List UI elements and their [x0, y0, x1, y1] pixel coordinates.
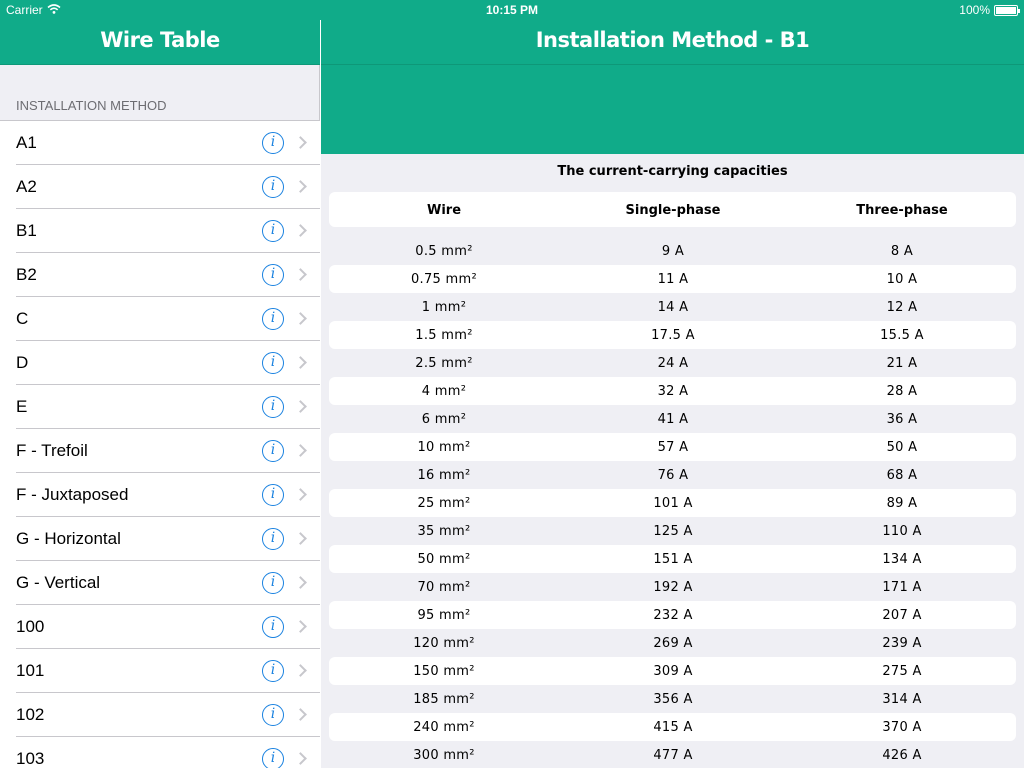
table-row	[329, 377, 1016, 405]
status-right	[959, 3, 1018, 17]
chevron-right-icon	[294, 708, 307, 721]
master-pane	[0, 0, 320, 768]
single-phase-cell: 232 A	[653, 608, 693, 623]
single-phase-cell: 269 A	[653, 636, 693, 651]
three-phase-cell: 207 A	[882, 608, 922, 623]
table-row	[329, 657, 1016, 685]
installation-method-list	[0, 120, 320, 768]
info-circle-icon[interactable]: i	[262, 748, 284, 768]
info-circle-icon[interactable]: i	[262, 572, 284, 594]
detail-title: Installation Method - B1	[535, 28, 810, 52]
three-phase-cell: 171 A	[882, 580, 922, 595]
chevron-right-icon	[294, 664, 307, 677]
single-phase-cell: 24 A	[657, 356, 689, 371]
info-circle-icon[interactable]: i	[262, 704, 284, 726]
section-header: INSTALLATION METHOD	[16, 98, 167, 113]
table-row	[329, 265, 1016, 293]
list-item-label: 102	[16, 705, 45, 724]
three-phase-cell: 370 A	[882, 720, 922, 735]
table-title: The current-carrying capacities	[557, 164, 788, 179]
wire-size-cell: 0.75 mm²	[410, 272, 478, 287]
list-item[interactable]	[0, 473, 320, 517]
three-phase-cell: 12 A	[886, 300, 918, 315]
table-row	[329, 741, 1016, 768]
wire-size-cell: 185 mm²	[413, 692, 475, 707]
list-item[interactable]	[0, 121, 320, 165]
single-phase-cell: 151 A	[653, 552, 693, 567]
info-circle-icon[interactable]: i	[262, 308, 284, 330]
battery-percent: 100%	[959, 3, 990, 17]
list-item[interactable]	[0, 517, 320, 561]
info-circle-icon[interactable]: i	[262, 616, 284, 638]
list-item-label: C	[16, 309, 29, 328]
status-time: 10:15 PM	[485, 3, 539, 17]
chevron-right-icon	[294, 312, 307, 325]
info-circle-icon[interactable]: i	[262, 528, 284, 550]
chevron-right-icon	[294, 532, 307, 545]
status-bar	[0, 0, 1024, 20]
info-circle-icon[interactable]: i	[262, 396, 284, 418]
capacity-table-body	[329, 237, 1016, 768]
column-header-single-phase: Single-phase	[625, 203, 721, 218]
wire-size-cell: 240 mm²	[413, 720, 475, 735]
three-phase-cell: 275 A	[882, 664, 922, 679]
single-phase-cell: 309 A	[653, 664, 693, 679]
three-phase-cell: 10 A	[886, 272, 918, 287]
info-circle-icon[interactable]: i	[262, 660, 284, 682]
single-phase-cell: 76 A	[657, 468, 689, 483]
info-circle-icon[interactable]: i	[262, 352, 284, 374]
table-row	[329, 517, 1016, 545]
table-row	[329, 629, 1016, 657]
single-phase-cell: 57 A	[657, 440, 689, 455]
wire-size-cell: 120 mm²	[413, 636, 475, 651]
list-item[interactable]	[0, 737, 320, 768]
three-phase-cell: 314 A	[882, 692, 922, 707]
three-phase-cell: 110 A	[882, 524, 922, 539]
list-item-label: E	[16, 397, 28, 416]
battery-icon	[994, 5, 1018, 16]
three-phase-cell: 134 A	[882, 552, 922, 567]
info-circle-icon[interactable]: i	[262, 132, 284, 154]
chevron-right-icon	[294, 752, 307, 765]
single-phase-cell: 14 A	[657, 300, 689, 315]
table-row	[329, 601, 1016, 629]
list-item-label: A1	[16, 133, 37, 152]
table-row	[329, 685, 1016, 713]
wire-size-cell: 10 mm²	[417, 440, 471, 455]
list-item-label: D	[16, 353, 29, 372]
info-circle-icon[interactable]: i	[262, 484, 284, 506]
wire-size-cell: 2.5 mm²	[415, 356, 473, 371]
table-row	[329, 573, 1016, 601]
wire-size-cell: 70 mm²	[417, 580, 471, 595]
chevron-right-icon	[294, 268, 307, 281]
wire-size-cell: 4 mm²	[421, 384, 467, 399]
info-circle-icon[interactable]: i	[262, 264, 284, 286]
single-phase-cell: 192 A	[653, 580, 693, 595]
info-circle-icon[interactable]: i	[262, 220, 284, 242]
list-item[interactable]	[0, 429, 320, 473]
chevron-right-icon	[294, 488, 307, 501]
three-phase-cell: 426 A	[882, 748, 922, 763]
list-item-label: F - Juxtaposed	[16, 485, 129, 504]
wire-size-cell: 1 mm²	[421, 300, 467, 315]
three-phase-cell: 68 A	[886, 468, 918, 483]
table-row	[329, 349, 1016, 377]
single-phase-cell: 477 A	[653, 748, 693, 763]
column-header-wire: Wire	[426, 203, 462, 218]
three-phase-cell: 8 A	[890, 244, 914, 259]
list-item[interactable]	[0, 649, 320, 693]
list-item[interactable]	[0, 385, 320, 429]
chevron-right-icon	[294, 620, 307, 633]
detail-nav-bar	[321, 20, 1024, 65]
list-item[interactable]	[0, 209, 320, 253]
single-phase-cell: 41 A	[657, 412, 689, 427]
single-phase-cell: 17.5 A	[651, 328, 695, 343]
three-phase-cell: 15.5 A	[880, 328, 924, 343]
three-phase-cell: 36 A	[886, 412, 918, 427]
list-item[interactable]	[0, 165, 320, 209]
wire-size-cell: 300 mm²	[413, 748, 475, 763]
single-phase-cell: 11 A	[657, 272, 689, 287]
single-phase-cell: 101 A	[653, 496, 693, 511]
list-item-label: 101	[16, 661, 45, 680]
table-row	[329, 433, 1016, 461]
chevron-right-icon	[294, 356, 307, 369]
chevron-right-icon	[294, 400, 307, 413]
sidebar-title: Wire Table	[100, 28, 220, 52]
table-row	[329, 713, 1016, 741]
table-row	[329, 237, 1016, 265]
list-item-label: B2	[16, 265, 37, 284]
wire-size-cell: 1.5 mm²	[415, 328, 473, 343]
single-phase-cell: 125 A	[653, 524, 693, 539]
table-row	[329, 405, 1016, 433]
list-item-label: G - Horizontal	[16, 529, 121, 548]
wire-size-cell: 6 mm²	[421, 412, 467, 427]
single-phase-cell: 32 A	[657, 384, 689, 399]
chevron-right-icon	[294, 136, 307, 149]
chevron-right-icon	[294, 224, 307, 237]
carrier-label: Carrier	[6, 3, 43, 17]
list-item-label: G - Vertical	[16, 573, 101, 592]
single-phase-cell: 9 A	[661, 244, 685, 259]
table-row	[329, 293, 1016, 321]
header-banner	[321, 65, 1024, 154]
wire-size-cell: 150 mm²	[413, 664, 475, 679]
chevron-right-icon	[294, 444, 307, 457]
list-item-label: F - Trefoil	[16, 441, 88, 460]
list-item-label: A2	[16, 177, 37, 196]
wire-size-cell: 50 mm²	[417, 552, 471, 567]
three-phase-cell: 21 A	[886, 356, 918, 371]
table-row	[329, 545, 1016, 573]
list-item-label: 100	[16, 617, 45, 636]
three-phase-cell: 50 A	[886, 440, 918, 455]
three-phase-cell: 28 A	[886, 384, 918, 399]
battery-level	[996, 7, 1016, 14]
wire-size-cell: 25 mm²	[417, 496, 471, 511]
detail-pane	[321, 0, 1024, 768]
three-phase-cell: 239 A	[882, 636, 922, 651]
wire-size-cell: 35 mm²	[417, 524, 471, 539]
list-item[interactable]	[0, 297, 320, 341]
table-row	[329, 321, 1016, 349]
info-circle-icon[interactable]: i	[262, 176, 284, 198]
table-header	[329, 192, 1016, 227]
list-item-label: 103	[16, 749, 45, 768]
wire-size-cell: 95 mm²	[417, 608, 471, 623]
list-item-label: B1	[16, 221, 37, 240]
wire-size-cell: 16 mm²	[417, 468, 471, 483]
sidebar-nav-bar	[0, 20, 320, 65]
chevron-right-icon	[294, 180, 307, 193]
column-header-three-phase: Three-phase	[856, 203, 948, 218]
table-row	[329, 461, 1016, 489]
table-row	[329, 489, 1016, 517]
list-item[interactable]	[0, 341, 320, 385]
list-item[interactable]	[0, 253, 320, 297]
single-phase-cell: 415 A	[653, 720, 693, 735]
single-phase-cell: 356 A	[653, 692, 693, 707]
info-circle-icon[interactable]: i	[262, 440, 284, 462]
three-phase-cell: 89 A	[886, 496, 918, 511]
list-item[interactable]	[0, 693, 320, 737]
chevron-right-icon	[294, 576, 307, 589]
wire-size-cell: 0.5 mm²	[415, 244, 473, 259]
list-item[interactable]	[0, 605, 320, 649]
list-item[interactable]	[0, 561, 320, 605]
